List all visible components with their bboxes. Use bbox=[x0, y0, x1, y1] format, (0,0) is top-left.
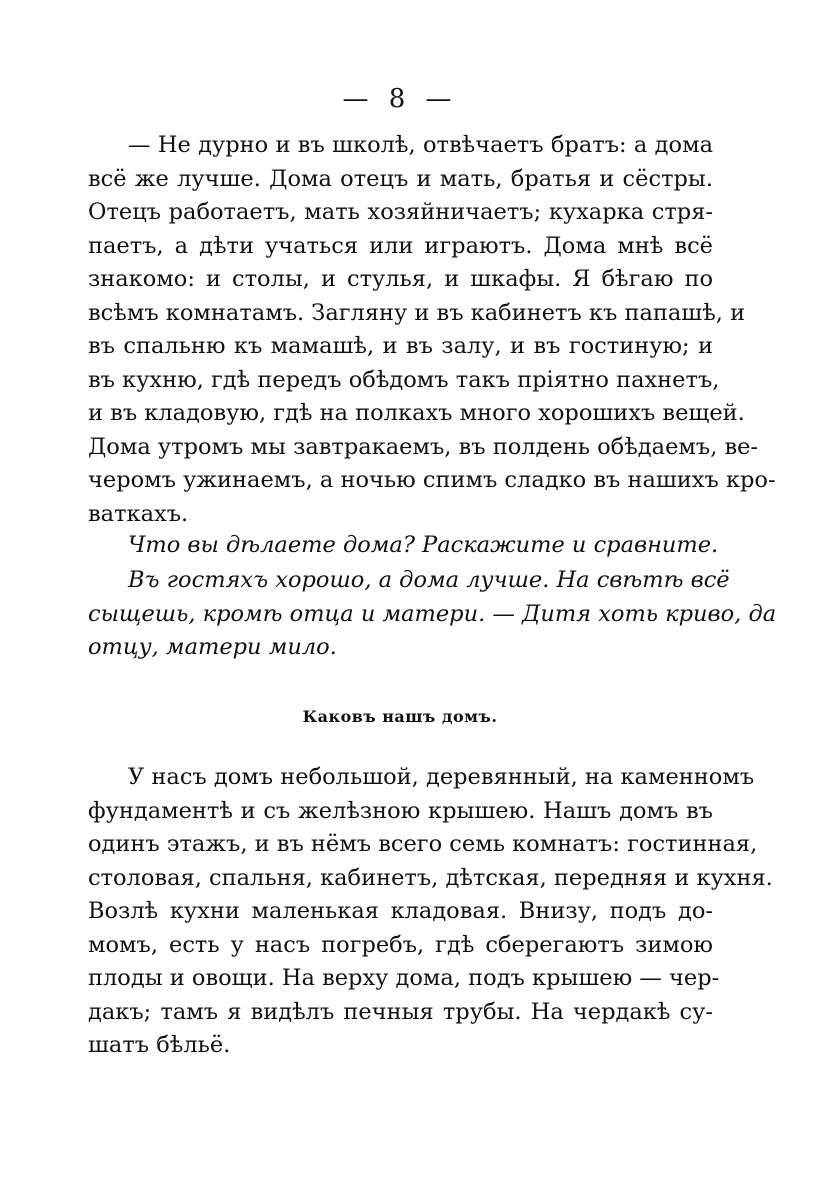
question-text: Что вы дѣлаете дома? Раскажите и сравните. bbox=[128, 532, 719, 558]
text-line: шатъ бѣльё. bbox=[88, 1032, 231, 1058]
text-line: Отецъ работаетъ, мать хозяйничаетъ; кухарка стря- bbox=[88, 199, 713, 225]
text-line: Дома утромъ мы завтракаемъ, въ полдень обѣдаемъ, ве- bbox=[88, 433, 759, 460]
text-line: Возлѣ кухни маленькая кладовая. Внизу, подъ до- bbox=[88, 898, 713, 924]
proverb-line: отцу, матери мило. bbox=[88, 634, 337, 660]
text-line: момъ, есть у насъ погребъ, гдѣ сберегаютъ зимою bbox=[88, 931, 713, 958]
paragraph-our-house bbox=[88, 761, 773, 1063]
paragraph-home-description bbox=[88, 129, 776, 531]
text-line: и въ кладовую, гдѣ на полкахъ много хорошихъ вещей. bbox=[88, 400, 745, 426]
text-line: плоды и овощи. На верху дома, подъ крышею — чер- bbox=[88, 965, 720, 991]
text-line: знакомо: и столы, и стулья, и шкафы. Я бѣгаю по bbox=[88, 266, 713, 292]
text-line: — Не дурно и въ школѣ, отвѣчаетъ братъ: а дома bbox=[128, 132, 713, 158]
text-line: черомъ ужинаемъ, а ночью спимъ сладко въ нашихъ кро- bbox=[88, 467, 776, 493]
text-line: столовая, спальня, кабинетъ, дѣтская, передняя и кухня. bbox=[88, 864, 773, 891]
text-line: всё же лучше. Дома отецъ и мать, братья и сёстры. bbox=[88, 165, 713, 192]
text-line: ваткахъ. bbox=[88, 500, 189, 527]
text-line: всѣмъ комнатамъ. Загляну и въ кабинетъ къ папашѣ, и bbox=[88, 299, 746, 326]
text-line: У насъ домъ небольшой, деревянный, на каменномъ bbox=[128, 764, 755, 790]
text-line: дакъ; тамъ я видѣлъ печныя трубы. На чердакѣ су- bbox=[88, 998, 713, 1025]
question-prompt bbox=[88, 529, 719, 563]
proverb-line: сыщешь, кромѣ отца и матери. — Дитя хоть криво, да bbox=[88, 600, 777, 627]
text-line: одинъ этажъ, и въ нёмъ всего семь комнатъ: гостинная, bbox=[88, 831, 758, 857]
text-line: въ кухню, гдѣ передъ обѣдомъ такъ пріятно пахнетъ, bbox=[88, 366, 720, 393]
page-number: — 8 — bbox=[342, 84, 458, 114]
section-heading: Каковъ нашъ домъ. bbox=[302, 707, 498, 726]
text-line: фундаментѣ и съ желѣзною крышею. Нашъ домъ въ bbox=[88, 797, 713, 824]
text-line: въ спальню къ мамашѣ, и въ залу, и въ гостиную; и bbox=[88, 333, 713, 359]
proverbs bbox=[88, 564, 777, 665]
proverb-line: Въ гостяхъ хорошо, а дома лучше. На свѣтѣ всё bbox=[128, 567, 730, 593]
text-line: паетъ, а дѣти учаться или играютъ. Дома мнѣ всё bbox=[88, 232, 713, 259]
